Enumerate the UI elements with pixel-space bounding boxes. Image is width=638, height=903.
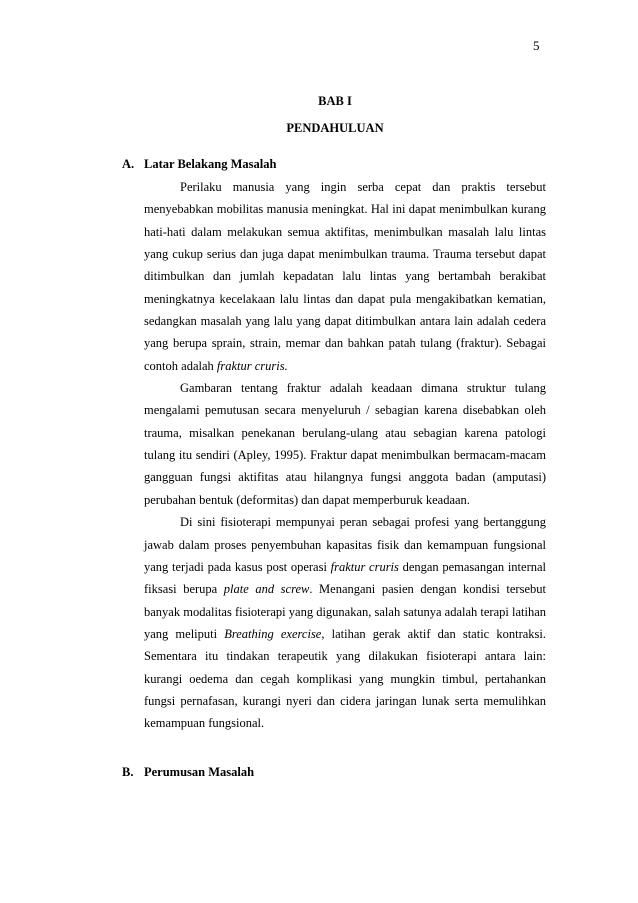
text-run: dengan pemasangan internal fiksasi berupa bbox=[144, 559, 546, 597]
text-run: , latihan gerak aktif dan static kontraksi. Sementara itu tindakan terapeutik yang dilakukan fisioterapi antara lain: kurangi oedema dan cegah komplikasi yang mungkin timbul, pertahankan fungsi pernafasan, kurangi nyeri dan cidera jaringan lunak serta memulihkan kemampuan fungsional. bbox=[144, 626, 546, 731]
section-letter: B. bbox=[122, 765, 134, 779]
paragraph bbox=[144, 176, 546, 377]
italic-text-run: fraktur cruris. bbox=[216, 358, 288, 373]
italic-text-run: Breathing exercise bbox=[224, 626, 322, 641]
section-letter: A. bbox=[122, 157, 135, 171]
chapter-title: PENDAHULUAN bbox=[286, 121, 384, 135]
paragraph bbox=[144, 377, 546, 511]
text-run: Perilaku manusia yang ingin serba cepat dan praktis tersebut menyebabkan mobilitas manusia meningkat. Hal ini dapat menimbulkan kurang hati-hati dalam melakukan semua aktifitas, menimbulkan masalah lalu lintas yang cukup serius dan juga dapat menimbulkan trauma. Trauma tersebut dapat ditimbulkan dan jumlah kepadatan lalu lintas yang bertambah berakibat meningkatnya kecelakaan lalu lintas dan dapat pula mengakibatkan kematian, sedangkan masalah yang lalu yang dapat ditimbulkan antara lain adalah cedera yang berupa sprain, strain, memar dan bahkan patah tulang (fraktur). Sebagai contoh adalah bbox=[144, 180, 546, 373]
italic-text-run: fraktur cruris bbox=[330, 559, 399, 574]
text-run: . Menangani pasien dengan kondisi tersebut banyak modalitas fisioterapi yang digunakan, salah satunya adalah terapi latihan yang meliputi bbox=[144, 582, 546, 641]
paragraph bbox=[144, 511, 546, 734]
section-title: Perumusan Masalah bbox=[144, 765, 255, 779]
chapter-number: BAB I bbox=[318, 94, 352, 108]
section-heading-perumusan-masalah bbox=[122, 764, 254, 780]
section-title: Latar Belakang Masalah bbox=[144, 157, 277, 171]
section-body-latar-belakang bbox=[144, 176, 546, 735]
text-run: Gambaran tentang fraktur adalah keadaan dimana struktur tulang mengalami pemutusan secara menyeluruh / sebagian karena disebabkan oleh trauma, misalkan penekanan berulang-ulang atau sebagian karena patologi tulang itu sendiri (Apley, 1995). Fraktur dapat menimbulkan bermacam-macam gangguan fungsi aktifitas atau hilangnya fungsi anggota badan (amputasi) perubahan bentuk (deformitas) dan dapat memperburuk keadaan. bbox=[144, 381, 546, 507]
text-run: Di sini fisioterapi mempunyai peran sebagai profesi yang bertanggung jawab dalam proses penyembuhan kapasitas fisik dan kemampuan fungsional yang terjadi pada kasus post operasi bbox=[144, 515, 546, 574]
section-heading-latar-belakang bbox=[122, 156, 276, 172]
page-number: 5 bbox=[533, 38, 540, 53]
italic-text-run: plate and screw bbox=[223, 582, 310, 597]
